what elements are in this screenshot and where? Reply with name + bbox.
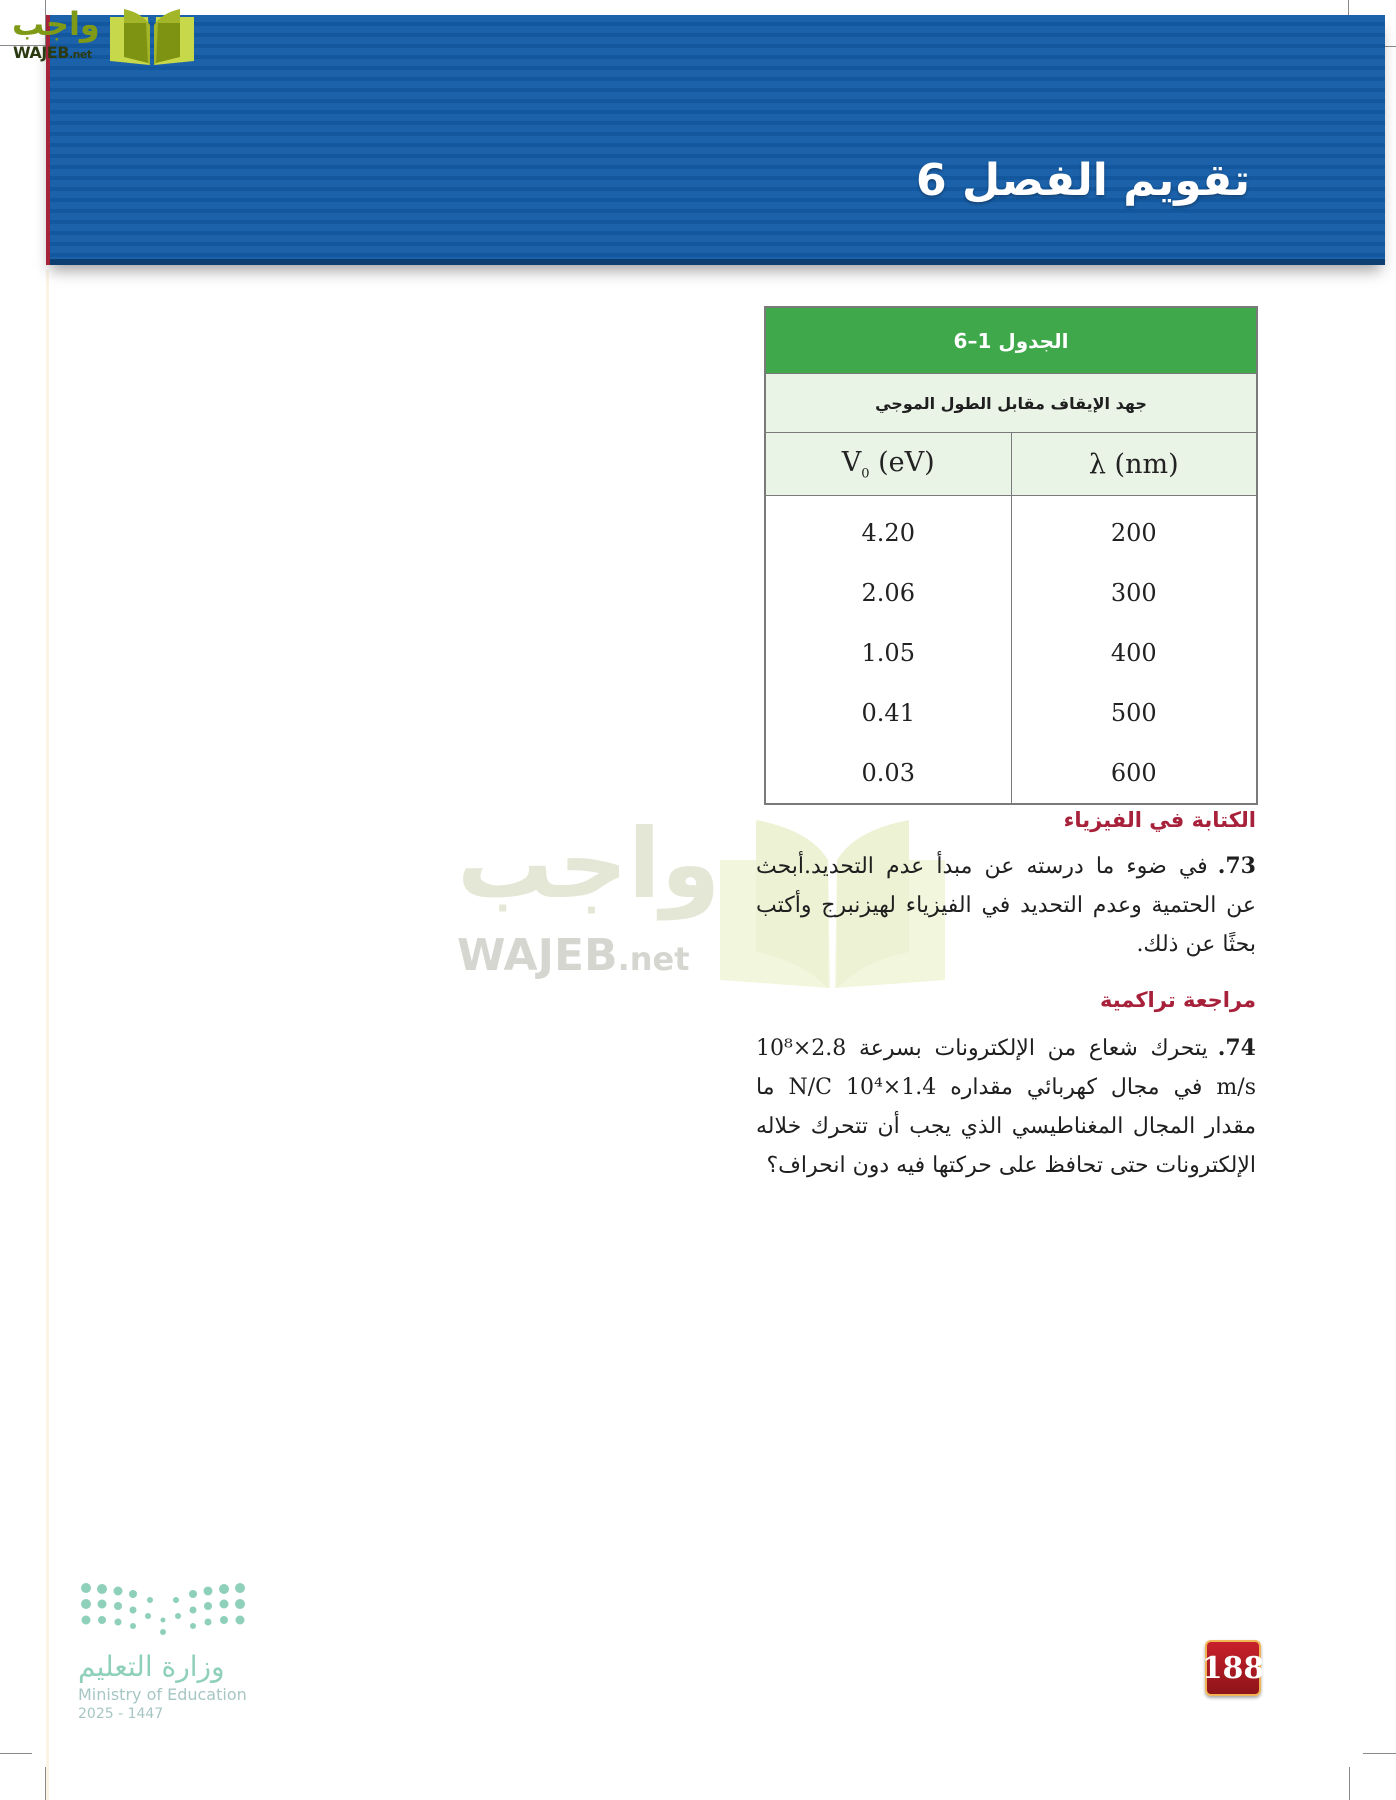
- crop-mark: [1363, 1753, 1396, 1754]
- chapter-banner: [46, 15, 1385, 265]
- cell-lambda: 300: [1011, 563, 1257, 623]
- cell-v0: 0.41: [766, 683, 1012, 743]
- table-row: [766, 743, 1257, 804]
- book-icon: [106, 5, 198, 67]
- question-number: 73.: [1217, 853, 1256, 879]
- ministry-dots-icon: [78, 1580, 248, 1636]
- question-text: يتحرك شعاع من الإلكترونات بسرعة 2.8×10⁸ m/s في مجال كهربائي مقداره 1.4×10⁴ N/C ما مقدار المجال المغناطيسي الذي يجب أن تتحرك خلاله الإلكترونات حتى تحافظ على حركتها فيه دون انحراف؟: [756, 1036, 1256, 1178]
- column-header-v0-unit: (eV): [869, 446, 935, 478]
- table-caption: الجدول 1–6: [766, 308, 1257, 374]
- column-header-v0: [766, 433, 1012, 496]
- table-row: [766, 496, 1257, 564]
- crop-mark: [0, 1753, 32, 1754]
- column-header-lambda: λ (nm): [1011, 433, 1257, 496]
- question-74: [756, 1029, 1256, 1185]
- ministry-english: Ministry of Education: [78, 1685, 247, 1704]
- page-number: 188: [1205, 1640, 1261, 1696]
- page-edge: [46, 270, 49, 1800]
- question-number: 74.: [1217, 1035, 1256, 1061]
- cell-v0: 4.20: [766, 496, 1012, 564]
- watermark-english-text: WAJEB: [457, 930, 618, 981]
- column-header-v0-sub: 0: [861, 466, 870, 482]
- column-header-v0-label: V: [841, 446, 862, 478]
- page-title: تقويم الفصل 6: [916, 155, 1250, 206]
- ministry-year: 2025 - 1447: [78, 1706, 164, 1722]
- cell-v0: 0.03: [766, 743, 1012, 804]
- cell-lambda: 600: [1011, 743, 1257, 804]
- logo-arabic: واجب: [12, 5, 100, 43]
- logo-english: [13, 43, 92, 62]
- cell-v0: 2.06: [766, 563, 1012, 623]
- table-subtitle: جهد الإيقاف مقابل الطول الموجي: [766, 374, 1257, 433]
- crop-mark: [1349, 1767, 1350, 1800]
- section-heading-review: مراجعة تراكمية: [1099, 988, 1256, 1012]
- table-row: [766, 683, 1257, 743]
- logo-english-text: WAJEB: [13, 43, 69, 62]
- data-table: [764, 306, 1258, 805]
- question-73: [756, 847, 1256, 964]
- watermark-english-suffix: .net: [617, 940, 690, 978]
- ministry-arabic: وزارة التعليم: [78, 1650, 225, 1683]
- watermark-arabic: واجب: [457, 808, 721, 920]
- cell-lambda: 500: [1011, 683, 1257, 743]
- table-row: [766, 563, 1257, 623]
- question-text: في ضوء ما درسته عن مبدأ عدم التحديد.أبحث عن الحتمية وعدم التحديد في الفيزياء لهيزنبرج وأكتب بحثًا عن ذلك.: [756, 854, 1256, 957]
- watermark-english: [457, 930, 690, 981]
- table-row: [766, 623, 1257, 683]
- cell-lambda: 400: [1011, 623, 1257, 683]
- logo-english-suffix: .net: [68, 48, 92, 61]
- wajeb-logo: [10, 5, 190, 65]
- section-heading-writing: الكتابة في الفيزياء: [1063, 808, 1256, 832]
- ministry-logo: [78, 1580, 278, 1722]
- cell-v0: 1.05: [766, 623, 1012, 683]
- cell-lambda: 200: [1011, 496, 1257, 564]
